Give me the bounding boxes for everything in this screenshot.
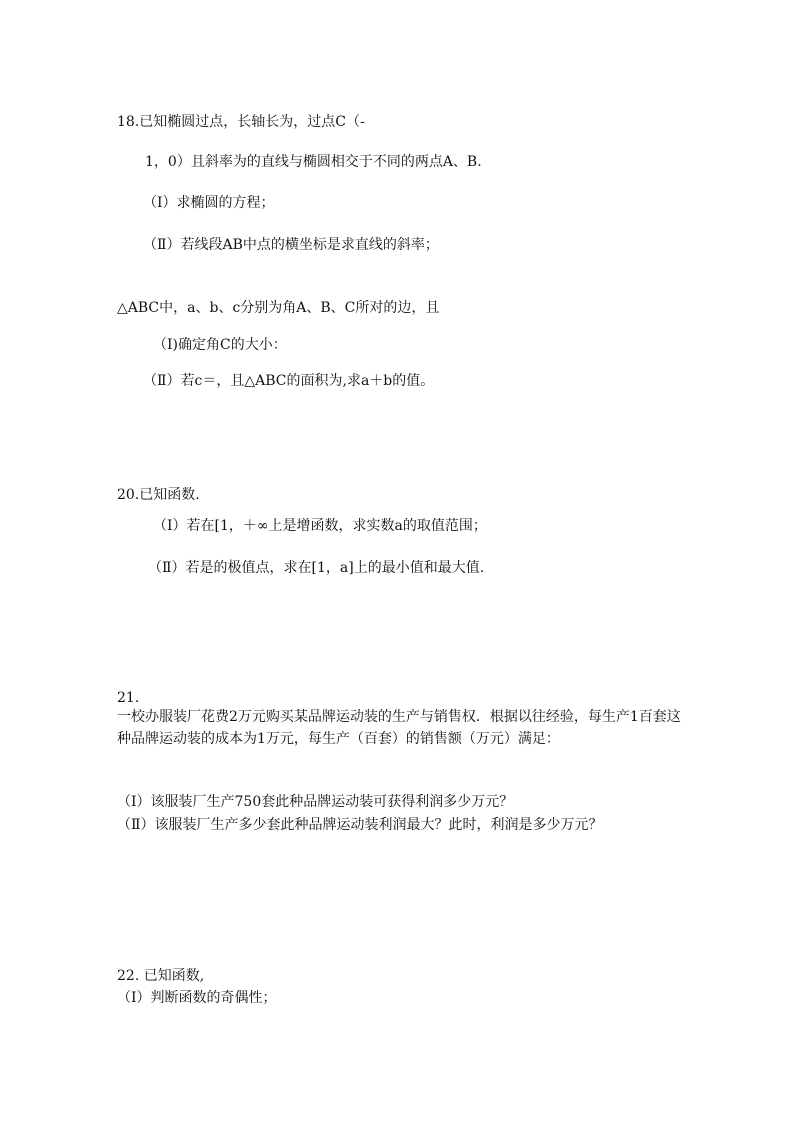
q22-part1: （Ⅰ）判断函数的奇偶性； (117, 990, 277, 1006)
q18-part2: （Ⅱ）若线段AB中点的横坐标是求直线的斜率； (143, 237, 439, 253)
q19-stem: △ABC中，a、b、c分别为角A、B、C所对的边，且 (117, 300, 440, 316)
q21-number: 21. (117, 690, 140, 706)
q20-part1: （Ⅰ）若在[1，＋∞上是增函数，求实数a的取值范围； (153, 518, 487, 534)
q18-line1: 18.已知椭圆过点，长轴长为，过点C（- (117, 114, 365, 130)
q19-part1: （Ⅰ)确定角C的大小： (153, 337, 287, 353)
q20-part2: （Ⅱ）若是的极值点，求在[1，a]上的最小值和最大值. (148, 560, 485, 576)
q21-part2: （Ⅱ）该服装厂生产多少套此种品牌运动装利润最大？此时，利润是多少万元？ (117, 817, 603, 833)
q18-part1: （Ⅰ）求椭圆的方程； (143, 195, 275, 211)
q21-stem: 一校办服装厂花费2万元购买某品牌运动装的生产与销售权．根据以往经验，每生产1百套这种品牌运动装的成本为1万元，每生产（百套）的销售额（万元）满足： (117, 709, 681, 747)
q20-stem: 20.已知函数. (117, 487, 200, 503)
q21-part1: （Ⅰ）该服装厂生产750套此种品牌运动装可获得利润多少万元？ (117, 794, 514, 810)
q19-part2: （Ⅱ）若c＝，且△ABC的面积为,求a＋b的值。 (143, 373, 435, 389)
q18-line2: 1，0）且斜率为的直线与椭圆相交于不同的两点A、B. (145, 154, 482, 170)
q22-stem: 22. 已知函数, (117, 968, 205, 984)
